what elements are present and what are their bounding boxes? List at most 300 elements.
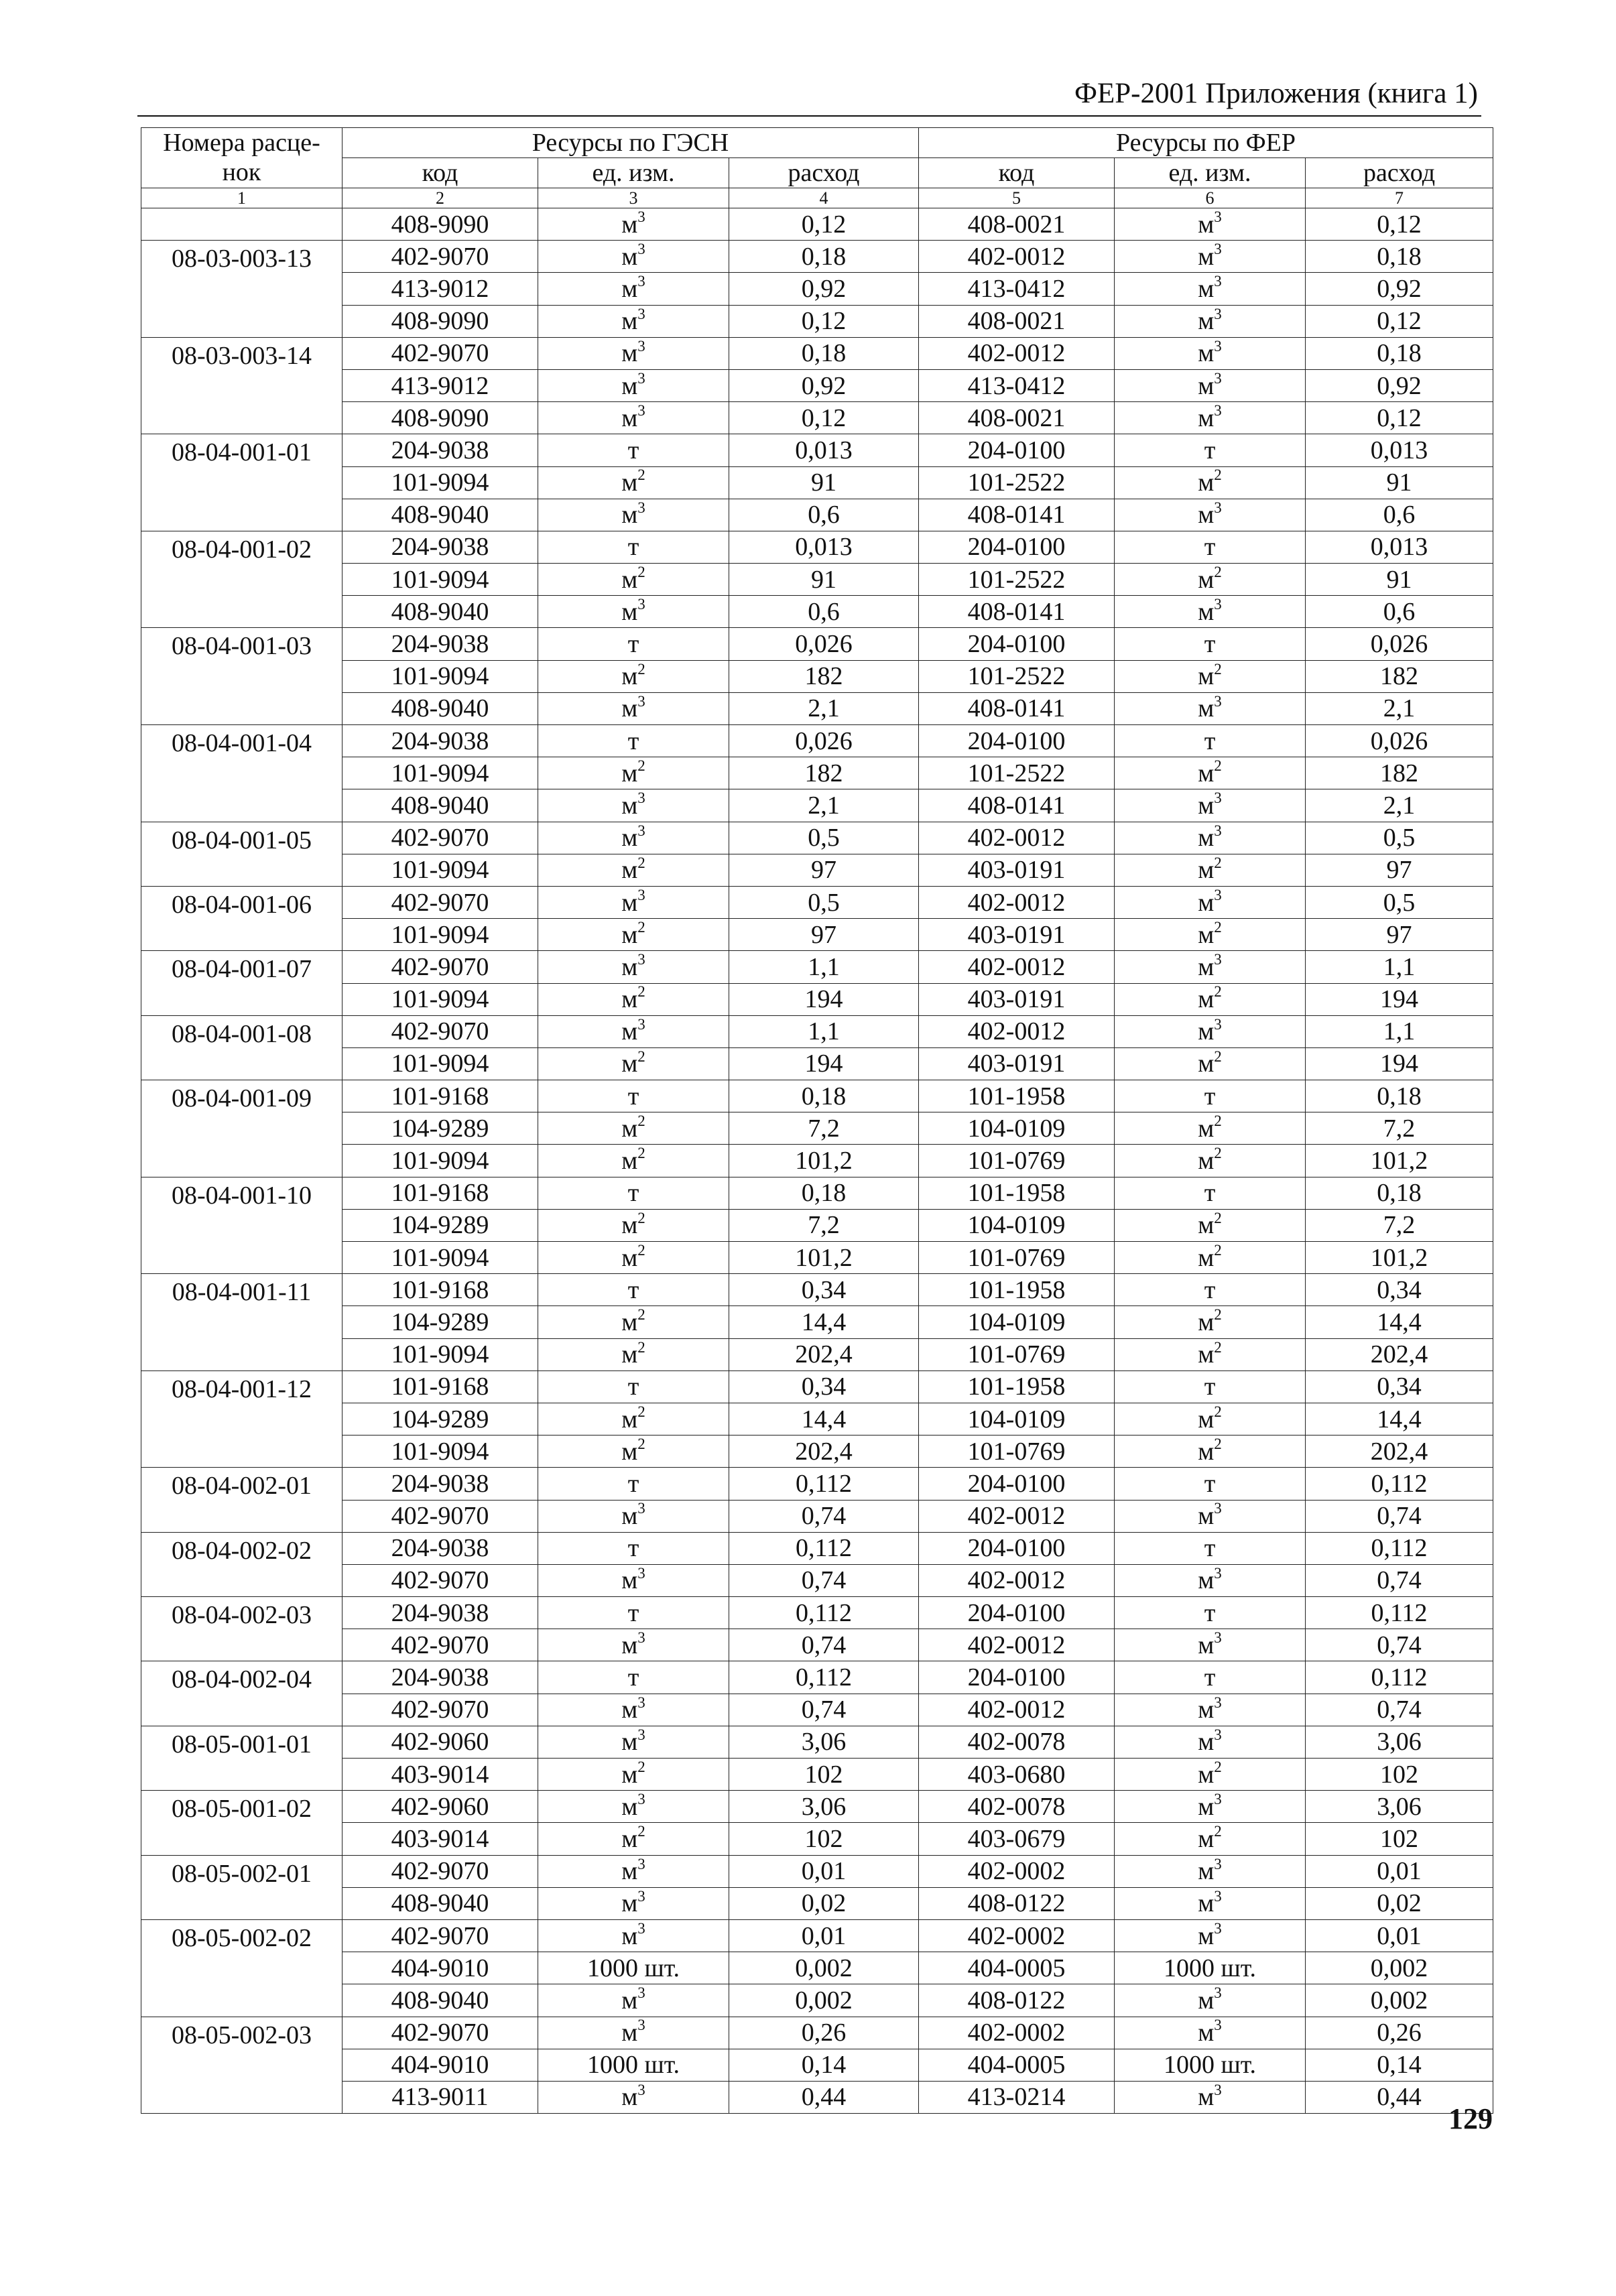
fer-amount-header: расход bbox=[1306, 158, 1493, 188]
unit-exponent: 2 bbox=[1214, 983, 1222, 1001]
unit-text: м bbox=[621, 952, 638, 981]
fer-unit bbox=[1115, 1015, 1306, 1047]
unit-text: м bbox=[1198, 501, 1215, 529]
fer-unit bbox=[1115, 1436, 1306, 1468]
fer-unit bbox=[1115, 208, 1306, 241]
table-row bbox=[141, 1791, 1493, 1823]
gesn-unit bbox=[538, 2081, 729, 2113]
unit-text: м bbox=[621, 242, 638, 271]
gesn-code: 402-9070 bbox=[343, 1564, 538, 1596]
fer-unit bbox=[1115, 1177, 1306, 1209]
unit-text: м bbox=[1198, 1792, 1215, 1821]
gesn-amount: 0,6 bbox=[729, 596, 919, 628]
gesn-unit bbox=[538, 789, 729, 822]
unit-exponent: 3 bbox=[1214, 1855, 1222, 1872]
fer-unit-header: ед. изм. bbox=[1115, 158, 1306, 188]
table-row bbox=[141, 1564, 1493, 1596]
gesn-amount: 7,2 bbox=[729, 1112, 919, 1145]
table-row bbox=[141, 919, 1493, 951]
gesn-unit bbox=[538, 273, 729, 305]
fer-unit bbox=[1115, 2049, 1306, 2081]
column-number: 6 bbox=[1115, 188, 1306, 208]
unit-text: м bbox=[621, 1243, 638, 1272]
rate-number: 08-05-001-02 bbox=[141, 1791, 343, 1855]
unit-exponent: 3 bbox=[1214, 305, 1222, 322]
gesn-resources-header: Ресурсы по ГЭСН bbox=[343, 128, 919, 158]
unit-exponent: 2 bbox=[1214, 1241, 1222, 1259]
gesn-unit bbox=[538, 1338, 729, 1370]
fer-amount: 0,026 bbox=[1306, 628, 1493, 660]
fer-unit bbox=[1115, 1629, 1306, 1661]
fer-amount: 0,112 bbox=[1306, 1597, 1493, 1629]
unit-exponent: 2 bbox=[637, 1403, 645, 1420]
unit-exponent: 3 bbox=[1214, 1629, 1222, 1647]
unit-text: м bbox=[621, 1405, 638, 1433]
gesn-amount: 0,5 bbox=[729, 822, 919, 854]
fer-amount: 202,4 bbox=[1306, 1338, 1493, 1370]
table-row bbox=[141, 1145, 1493, 1177]
fer-code: 403-0191 bbox=[919, 854, 1115, 886]
gesn-amount: 202,4 bbox=[729, 1436, 919, 1468]
unit-text: т bbox=[627, 1275, 639, 1304]
fer-amount: 0,5 bbox=[1306, 822, 1493, 854]
fer-amount: 2,1 bbox=[1306, 692, 1493, 724]
unit-text: т bbox=[627, 1598, 639, 1627]
fer-unit bbox=[1115, 241, 1306, 273]
table-row bbox=[141, 757, 1493, 789]
fer-code: 101-0769 bbox=[919, 1145, 1115, 1177]
rate-number: 08-04-002-02 bbox=[141, 1532, 343, 1596]
unit-text: м bbox=[621, 1792, 638, 1821]
unit-exponent: 2 bbox=[1214, 919, 1222, 936]
gesn-amount: 0,92 bbox=[729, 273, 919, 305]
table-row bbox=[141, 2017, 1493, 2049]
gesn-unit bbox=[538, 1080, 729, 1112]
unit-exponent: 2 bbox=[637, 660, 645, 678]
fer-amount: 0,18 bbox=[1306, 1080, 1493, 1112]
unit-text: т bbox=[1204, 630, 1216, 659]
fer-unit bbox=[1115, 983, 1306, 1015]
table-row bbox=[141, 1080, 1493, 1112]
unit-text: м bbox=[621, 1437, 638, 1466]
gesn-unit bbox=[538, 1887, 729, 1919]
table-row bbox=[141, 434, 1493, 466]
gesn-amount: 0,013 bbox=[729, 434, 919, 466]
unit-exponent: 2 bbox=[637, 983, 645, 1001]
unit-exponent: 2 bbox=[637, 1241, 645, 1259]
fer-code: 402-0078 bbox=[919, 1726, 1115, 1758]
fer-unit bbox=[1115, 692, 1306, 724]
rate-number: 08-04-002-01 bbox=[141, 1468, 343, 1532]
fer-amount: 102 bbox=[1306, 1759, 1493, 1791]
gesn-unit bbox=[538, 596, 729, 628]
fer-unit bbox=[1115, 1791, 1306, 1823]
unit-text: м bbox=[621, 694, 638, 723]
header-rule bbox=[137, 115, 1481, 117]
column-number: 2 bbox=[343, 188, 538, 208]
unit-exponent: 2 bbox=[1214, 1403, 1222, 1420]
gesn-amount: 0,18 bbox=[729, 1177, 919, 1209]
unit-text: м bbox=[621, 1889, 638, 1918]
unit-text: т bbox=[627, 533, 639, 562]
fer-unit bbox=[1115, 1242, 1306, 1274]
gesn-code: 101-9094 bbox=[343, 1338, 538, 1370]
unit-exponent: 2 bbox=[637, 1145, 645, 1162]
gesn-code: 404-9010 bbox=[343, 1952, 538, 1984]
rate-number: 08-04-001-08 bbox=[141, 1015, 343, 1080]
table-row bbox=[141, 208, 1493, 241]
gesn-code-header: код bbox=[343, 158, 538, 188]
table-row bbox=[141, 1855, 1493, 1887]
fer-code: 402-0012 bbox=[919, 337, 1115, 369]
fer-unit bbox=[1115, 1209, 1306, 1241]
gesn-code: 408-9040 bbox=[343, 789, 538, 822]
table-row bbox=[141, 1887, 1493, 1919]
fer-unit bbox=[1115, 854, 1306, 886]
unit-exponent: 2 bbox=[637, 1338, 645, 1356]
fer-unit bbox=[1115, 1823, 1306, 1855]
table-row bbox=[141, 822, 1493, 854]
fer-unit bbox=[1115, 369, 1306, 401]
table-row bbox=[141, 402, 1493, 434]
unit-text: м bbox=[1198, 2019, 1215, 2047]
table-row bbox=[141, 596, 1493, 628]
unit-exponent: 2 bbox=[1214, 1436, 1222, 1453]
unit-text: м bbox=[1198, 597, 1215, 626]
unit-text: т bbox=[1204, 1534, 1216, 1563]
unit-exponent: 3 bbox=[1214, 1791, 1222, 1808]
gesn-unit bbox=[538, 1984, 729, 2017]
gesn-amount: 0,12 bbox=[729, 305, 919, 337]
gesn-code: 101-9094 bbox=[343, 983, 538, 1015]
gesn-amount: 0,44 bbox=[729, 2081, 919, 2113]
unit-exponent: 2 bbox=[637, 757, 645, 775]
gesn-code: 408-9040 bbox=[343, 692, 538, 724]
fer-code: 204-0100 bbox=[919, 434, 1115, 466]
gesn-amount: 0,34 bbox=[729, 1274, 919, 1306]
fer-amount: 182 bbox=[1306, 757, 1493, 789]
gesn-unit bbox=[538, 337, 729, 369]
unit-text: м bbox=[1198, 1824, 1215, 1853]
fer-amount: 0,112 bbox=[1306, 1468, 1493, 1500]
unit-exponent: 3 bbox=[637, 337, 645, 355]
gesn-amount: 0,26 bbox=[729, 2017, 919, 2049]
fer-amount: 0,112 bbox=[1306, 1661, 1493, 1694]
fer-code: 104-0109 bbox=[919, 1112, 1115, 1145]
gesn-code: 402-9070 bbox=[343, 2017, 538, 2049]
fer-unit bbox=[1115, 1370, 1306, 1403]
unit-text: м bbox=[621, 1631, 638, 1659]
unit-text: м bbox=[1198, 565, 1215, 594]
unit-text: м bbox=[621, 468, 638, 497]
fer-unit bbox=[1115, 1726, 1306, 1758]
unit-text: м bbox=[1198, 920, 1215, 949]
gesn-code: 101-9094 bbox=[343, 466, 538, 499]
unit-exponent: 3 bbox=[1214, 369, 1222, 387]
gesn-amount: 91 bbox=[729, 564, 919, 596]
rate-number: 08-04-001-07 bbox=[141, 951, 343, 1015]
gesn-unit bbox=[538, 725, 729, 757]
unit-text: м bbox=[621, 1921, 638, 1950]
unit-exponent: 2 bbox=[637, 1306, 645, 1324]
gesn-unit bbox=[538, 1209, 729, 1241]
fer-unit bbox=[1115, 1145, 1306, 1177]
fer-amount: 0,6 bbox=[1306, 596, 1493, 628]
fer-code: 204-0100 bbox=[919, 531, 1115, 563]
fer-code: 101-1958 bbox=[919, 1177, 1115, 1209]
table-row bbox=[141, 983, 1493, 1015]
unit-exponent: 3 bbox=[1214, 789, 1222, 807]
fer-amount: 0,01 bbox=[1306, 1855, 1493, 1887]
gesn-amount: 0,34 bbox=[729, 1370, 919, 1403]
unit-text: м bbox=[621, 1211, 638, 1240]
unit-text: м bbox=[621, 1502, 638, 1531]
unit-text: т bbox=[1204, 533, 1216, 562]
gesn-unit bbox=[538, 1177, 729, 1209]
fer-unit bbox=[1115, 2081, 1306, 2113]
gesn-code: 101-9168 bbox=[343, 1274, 538, 1306]
table-row bbox=[141, 1242, 1493, 1274]
gesn-unit bbox=[538, 1242, 729, 1274]
fer-amount: 2,1 bbox=[1306, 789, 1493, 822]
unit-text: 1000 шт. bbox=[1163, 2051, 1256, 2080]
unit-text: м bbox=[1198, 1696, 1215, 1724]
fer-code: 204-0100 bbox=[919, 1468, 1115, 1500]
unit-text: м bbox=[621, 759, 638, 787]
fer-amount: 0,01 bbox=[1306, 1919, 1493, 1952]
gesn-unit bbox=[538, 305, 729, 337]
gesn-unit bbox=[538, 951, 729, 983]
unit-text: м bbox=[1198, 888, 1215, 917]
rate-number: 08-04-001-04 bbox=[141, 725, 343, 822]
fer-code: 402-0012 bbox=[919, 1564, 1115, 1596]
fer-amount: 0,12 bbox=[1306, 402, 1493, 434]
unit-text: м bbox=[1198, 1340, 1215, 1369]
fer-unit bbox=[1115, 434, 1306, 466]
unit-text: м bbox=[621, 1728, 638, 1757]
fer-code: 408-0141 bbox=[919, 692, 1115, 724]
gesn-code: 402-9070 bbox=[343, 337, 538, 369]
gesn-amount: 7,2 bbox=[729, 1209, 919, 1241]
unit-text: м bbox=[621, 307, 638, 336]
gesn-code: 204-9038 bbox=[343, 1532, 538, 1564]
table-row bbox=[141, 2049, 1493, 2081]
gesn-code: 101-9094 bbox=[343, 854, 538, 886]
fer-unit bbox=[1115, 951, 1306, 983]
unit-exponent: 2 bbox=[637, 1823, 645, 1840]
fer-code: 104-0109 bbox=[919, 1403, 1115, 1435]
unit-exponent: 2 bbox=[637, 1047, 645, 1065]
unit-text: м bbox=[1198, 1857, 1215, 1886]
gesn-unit bbox=[538, 241, 729, 273]
table-row bbox=[141, 1306, 1493, 1338]
gesn-amount: 102 bbox=[729, 1759, 919, 1791]
unit-text: т bbox=[1204, 1082, 1216, 1110]
unit-text: т bbox=[627, 726, 639, 755]
unit-text: т bbox=[627, 1663, 639, 1692]
gesn-amount: 0,14 bbox=[729, 2049, 919, 2081]
fer-code: 408-0141 bbox=[919, 499, 1115, 531]
gesn-code: 204-9038 bbox=[343, 531, 538, 563]
table-row bbox=[141, 789, 1493, 822]
unit-text: м bbox=[1198, 1243, 1215, 1272]
fer-code: 101-1958 bbox=[919, 1080, 1115, 1112]
fer-unit bbox=[1115, 1564, 1306, 1596]
unit-text: м bbox=[621, 1340, 638, 1369]
fer-code: 104-0109 bbox=[919, 1306, 1115, 1338]
unit-text: м bbox=[621, 339, 638, 368]
gesn-code: 408-9090 bbox=[343, 208, 538, 241]
table-row bbox=[141, 854, 1493, 886]
unit-exponent: 2 bbox=[1214, 1209, 1222, 1226]
unit-text: м bbox=[1198, 1502, 1215, 1531]
unit-text: м bbox=[1198, 403, 1215, 432]
gesn-amount: 0,74 bbox=[729, 1500, 919, 1532]
fer-unit bbox=[1115, 1597, 1306, 1629]
fer-unit bbox=[1115, 402, 1306, 434]
unit-text: м bbox=[621, 824, 638, 852]
column-number: 5 bbox=[919, 188, 1115, 208]
unit-text: 1000 шт. bbox=[586, 1954, 680, 1982]
gesn-amount: 0,01 bbox=[729, 1855, 919, 1887]
fer-unit bbox=[1115, 1759, 1306, 1791]
fer-unit bbox=[1115, 596, 1306, 628]
fer-code: 403-0191 bbox=[919, 1047, 1115, 1080]
gesn-amount: 182 bbox=[729, 757, 919, 789]
table-body bbox=[141, 208, 1493, 2114]
unit-text: т bbox=[627, 436, 639, 464]
fer-unit bbox=[1115, 1919, 1306, 1952]
unit-text: м bbox=[621, 1114, 638, 1143]
fer-amount: 202,4 bbox=[1306, 1436, 1493, 1468]
unit-text: м bbox=[621, 565, 638, 594]
unit-text: м bbox=[1198, 662, 1215, 691]
unit-text: м bbox=[1198, 1889, 1215, 1918]
gesn-unit bbox=[538, 1726, 729, 1758]
fer-unit bbox=[1115, 1338, 1306, 1370]
gesn-code: 402-9070 bbox=[343, 951, 538, 983]
unit-exponent: 3 bbox=[1214, 241, 1222, 258]
unit-exponent: 3 bbox=[1214, 2081, 1222, 2098]
fer-amount: 0,74 bbox=[1306, 1694, 1493, 1726]
unit-text: м bbox=[1198, 1631, 1215, 1659]
table-row bbox=[141, 1370, 1493, 1403]
unit-exponent: 3 bbox=[1214, 596, 1222, 613]
fer-unit bbox=[1115, 466, 1306, 499]
fer-code: 402-0012 bbox=[919, 886, 1115, 918]
gesn-code: 402-9070 bbox=[343, 1629, 538, 1661]
fer-amount: 0,12 bbox=[1306, 208, 1493, 241]
gesn-code: 402-9070 bbox=[343, 1500, 538, 1532]
unit-text: м bbox=[1198, 1566, 1215, 1595]
fer-code: 413-0412 bbox=[919, 273, 1115, 305]
unit-text: м bbox=[621, 501, 638, 529]
fer-code: 402-0012 bbox=[919, 822, 1115, 854]
unit-text: м bbox=[621, 1696, 638, 1724]
fer-unit bbox=[1115, 789, 1306, 822]
rate-number: 08-05-002-02 bbox=[141, 1919, 343, 2017]
unit-text: м bbox=[621, 856, 638, 885]
unit-text: м bbox=[1198, 274, 1215, 303]
fer-amount: 0,14 bbox=[1306, 2049, 1493, 2081]
unit-text: м bbox=[1198, 210, 1215, 239]
gesn-code: 101-9094 bbox=[343, 919, 538, 951]
rate-number-header: Номера расце- нок bbox=[141, 128, 343, 188]
unit-exponent: 3 bbox=[1214, 1919, 1222, 1937]
gesn-unit bbox=[538, 369, 729, 401]
unit-exponent: 2 bbox=[1214, 1338, 1222, 1356]
gesn-unit bbox=[538, 564, 729, 596]
table-row bbox=[141, 660, 1493, 692]
gesn-code: 402-9070 bbox=[343, 1694, 538, 1726]
fer-code-header: код bbox=[919, 158, 1115, 188]
gesn-unit bbox=[538, 466, 729, 499]
gesn-amount: 0,112 bbox=[729, 1597, 919, 1629]
fer-amount: 97 bbox=[1306, 919, 1493, 951]
gesn-code: 403-9014 bbox=[343, 1759, 538, 1791]
fer-unit bbox=[1115, 499, 1306, 531]
unit-text: м bbox=[1198, 242, 1215, 271]
fer-unit bbox=[1115, 564, 1306, 596]
gesn-amount: 1,1 bbox=[729, 951, 919, 983]
gesn-unit bbox=[538, 1823, 729, 1855]
unit-exponent: 3 bbox=[637, 1919, 645, 1937]
unit-exponent: 3 bbox=[1214, 337, 1222, 355]
fer-amount: 1,1 bbox=[1306, 1015, 1493, 1047]
unit-exponent: 3 bbox=[637, 1887, 645, 1905]
unit-exponent: 3 bbox=[1214, 1887, 1222, 1905]
gesn-code: 101-9094 bbox=[343, 660, 538, 692]
fer-code: 101-0769 bbox=[919, 1242, 1115, 1274]
fer-unit bbox=[1115, 725, 1306, 757]
gesn-unit bbox=[538, 919, 729, 951]
gesn-unit bbox=[538, 434, 729, 466]
unit-exponent: 2 bbox=[1214, 1112, 1222, 1130]
table-header bbox=[141, 128, 1493, 208]
fer-code: 204-0100 bbox=[919, 725, 1115, 757]
unit-exponent: 3 bbox=[1214, 2017, 1222, 2034]
unit-text: м bbox=[1198, 307, 1215, 336]
gesn-unit bbox=[538, 1468, 729, 1500]
unit-text: м bbox=[1198, 759, 1215, 787]
unit-exponent: 3 bbox=[637, 789, 645, 807]
fer-unit bbox=[1115, 886, 1306, 918]
gesn-amount: 97 bbox=[729, 919, 919, 951]
unit-text: м bbox=[1198, 985, 1215, 1014]
table-row bbox=[141, 1726, 1493, 1758]
gesn-code: 204-9038 bbox=[343, 725, 538, 757]
gesn-amount-header: расход bbox=[729, 158, 919, 188]
unit-exponent: 2 bbox=[1214, 466, 1222, 484]
gesn-code: 413-9012 bbox=[343, 369, 538, 401]
unit-text: 1000 шт. bbox=[1163, 1954, 1256, 1982]
table-row bbox=[141, 1823, 1493, 1855]
gesn-unit bbox=[538, 1274, 729, 1306]
gesn-unit bbox=[538, 1597, 729, 1629]
unit-exponent: 3 bbox=[1214, 1015, 1222, 1033]
fer-code: 403-0191 bbox=[919, 919, 1115, 951]
unit-text: м bbox=[1198, 1921, 1215, 1950]
fer-code: 101-2522 bbox=[919, 757, 1115, 789]
fer-unit bbox=[1115, 531, 1306, 563]
unit-exponent: 3 bbox=[1214, 1500, 1222, 1517]
gesn-code: 104-9289 bbox=[343, 1209, 538, 1241]
unit-text: м bbox=[621, 403, 638, 432]
unit-exponent: 2 bbox=[1214, 1823, 1222, 1840]
unit-text: м bbox=[621, 371, 638, 400]
gesn-code: 101-9094 bbox=[343, 1436, 538, 1468]
unit-text: м bbox=[1198, 1211, 1215, 1240]
